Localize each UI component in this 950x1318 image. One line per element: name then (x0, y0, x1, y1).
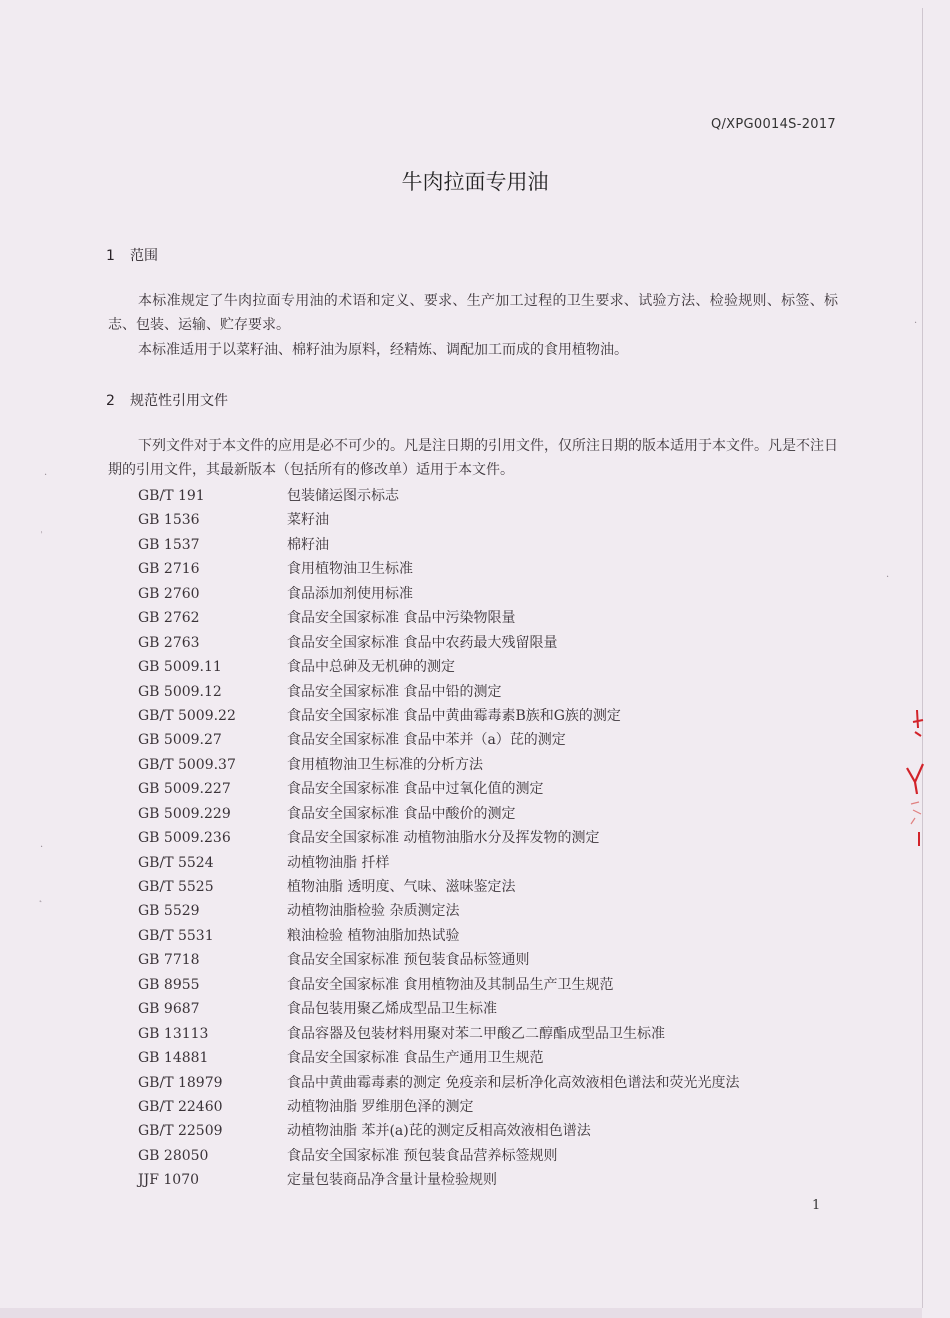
reference-title: 食品安全国家标准 食品中过氧化值的测定 (287, 781, 544, 798)
reference-item (138, 508, 838, 532)
reference-title: 粮油检验 植物油脂加热试验 (287, 927, 460, 944)
reference-code: GB 7718 (138, 952, 200, 969)
reference-code: GB/T 5531 (138, 927, 214, 944)
scan-speck: · (914, 318, 918, 329)
reference-item (138, 899, 838, 923)
reference-code: GB 1537 (138, 536, 200, 553)
reference-item (138, 924, 838, 948)
reference-item (138, 557, 838, 581)
reference-title: 食品中总砷及无机砷的测定 (287, 659, 455, 676)
section-2-title: 规范性引用文件 (130, 393, 228, 409)
reference-item (138, 1144, 838, 1168)
reference-item (138, 997, 838, 1021)
reference-code: GB 2760 (138, 585, 200, 602)
reference-item (138, 777, 838, 801)
reference-code: GB 5009.11 (138, 659, 222, 676)
red-seal-fragment (903, 706, 925, 856)
section-2-number: 2 (106, 393, 115, 409)
reference-title: 棉籽油 (287, 536, 329, 553)
section-1-number: 1 (106, 248, 115, 264)
reference-code: GB 2716 (138, 561, 200, 578)
reference-code: GB 14881 (138, 1050, 209, 1067)
reference-item (138, 728, 838, 752)
section-2-heading (106, 390, 228, 410)
scan-speck: ˛ (38, 892, 43, 903)
document-title: 牛肉拉面专用油 (401, 170, 549, 194)
section-1-paragraph-1: 本标准规定了牛肉拉面专用油的术语和定义、要求、生产加工过程的卫生要求、试验方法、检验规则、标签、标志、包装、运输、贮存要求。 (108, 293, 838, 333)
reference-code: GB 13113 (138, 1025, 209, 1042)
reference-item (138, 680, 838, 704)
reference-code: GB 8955 (138, 976, 200, 993)
reference-code: GB 5009.227 (138, 781, 231, 798)
reference-item (138, 1046, 838, 1070)
reference-item (138, 973, 838, 997)
reference-item (138, 948, 838, 972)
section-1-title: 范围 (130, 248, 158, 264)
reference-item (138, 1022, 838, 1046)
reference-code: GB/T 5009.22 (138, 707, 236, 724)
reference-title: 食品安全国家标准 食品中酸价的测定 (287, 805, 516, 822)
reference-item (138, 582, 838, 606)
reference-item (138, 802, 838, 826)
reference-title: 食品安全国家标准 动植物油脂水分及挥发物的测定 (287, 830, 600, 847)
reference-item (138, 655, 838, 679)
reference-title: 包装储运图示标志 (287, 488, 399, 504)
reference-title: 食品安全国家标准 食品生产通用卫生规范 (287, 1050, 544, 1067)
reference-code: GB 28050 (138, 1147, 209, 1164)
reference-code: GB/T 5524 (138, 854, 214, 871)
reference-title: 食品安全国家标准 食品中铅的测定 (287, 683, 502, 700)
reference-code: GB/T 5009.37 (138, 756, 236, 773)
reference-item (138, 704, 838, 728)
reference-item (138, 851, 838, 875)
reference-code: GB/T 18979 (138, 1074, 223, 1091)
reference-title: 食用植物油卫生标准 (287, 561, 413, 578)
reference-code: GB 5009.229 (138, 805, 231, 822)
reference-item (138, 631, 838, 655)
reference-code: GB/T 22509 (138, 1123, 223, 1140)
reference-title: 动植物油脂 扦样 (287, 854, 390, 871)
reference-title: 食用植物油卫生标准的分析方法 (287, 756, 483, 773)
reference-title: 食品安全国家标准 预包装食品营养标签规则 (287, 1147, 558, 1164)
reference-code: GB 2763 (138, 634, 200, 651)
reference-title: 食品容器及包装材料用聚对苯二甲酸乙二醇酯成型品卫生标准 (287, 1025, 665, 1042)
page-number: 1 (812, 1198, 821, 1213)
reference-item (138, 1119, 838, 1143)
reference-code: GB 5009.27 (138, 732, 222, 749)
reference-title: 动植物油脂 苯并(a)芘的测定反相高效液相色谱法 (287, 1123, 591, 1140)
scan-speck: ⸒ (40, 523, 44, 534)
section-1-heading (106, 245, 158, 265)
reference-title: 食品安全国家标准 食品中黄曲霉毒素B族和G族的测定 (287, 707, 621, 724)
reference-item (138, 826, 838, 850)
reference-item (138, 1168, 838, 1192)
reference-code: GB 5009.12 (138, 683, 222, 700)
reference-code: GB 5009.236 (138, 830, 231, 847)
reference-code: GB/T 191 (138, 488, 205, 504)
scan-speck: · (40, 842, 44, 853)
reference-item (138, 753, 838, 777)
scan-speck: · (886, 572, 890, 583)
reference-title: 食品包装用聚乙烯成型品卫生标准 (287, 1001, 497, 1018)
reference-item (138, 533, 838, 557)
reference-code: GB/T 22460 (138, 1098, 223, 1115)
reference-item (138, 1071, 838, 1095)
reference-code: GB 1536 (138, 512, 200, 529)
reference-title: 食品安全国家标准 食品中农药最大残留限量 (287, 634, 558, 651)
reference-title: 食品安全国家标准 食用植物油及其制品生产卫生规范 (287, 976, 614, 993)
reference-title: 植物油脂 透明度、气味、滋味鉴定法 (287, 879, 516, 895)
reference-item (138, 875, 838, 899)
section-2-intro: 下列文件对于本文件的应用是必不可少的。凡是注日期的引用文件，仅所注日期的版本适用于本文件。凡是不注日期的引用文件，其最新版本（包括所有的修改单）适用于本文件。 (108, 438, 838, 478)
reference-title: 食品添加剂使用标准 (287, 585, 413, 602)
reference-title: 动植物油脂 罗维朋色泽的测定 (287, 1098, 474, 1115)
reference-title: 动植物油脂检验 杂质测定法 (287, 903, 460, 920)
reference-code: GB 5529 (138, 903, 200, 920)
reference-title: 定量包装商品净含量计量检验规则 (287, 1172, 497, 1189)
standard-code: Q/XPG0014S-2017 (710, 117, 836, 132)
reference-title: 食品安全国家标准 食品中苯并（a）芘的测定 (287, 732, 566, 749)
reference-item (138, 606, 838, 630)
reference-title: 食品安全国家标准 食品中污染物限量 (287, 610, 516, 627)
reference-code: JJF 1070 (138, 1172, 200, 1189)
scan-edge-bottom (0, 1308, 922, 1318)
reference-title: 食品中黄曲霉毒素的测定 免疫亲和层析净化高效液相色谱法和荧光光度法 (287, 1074, 740, 1091)
reference-item (138, 1095, 838, 1119)
reference-list (138, 484, 838, 1193)
reference-code: GB 9687 (138, 1001, 200, 1018)
reference-title: 菜籽油 (287, 512, 329, 529)
scan-speck: · (44, 470, 48, 481)
reference-item (138, 484, 838, 508)
reference-title: 食品安全国家标准 预包装食品标签通则 (287, 952, 530, 969)
section-1-paragraph-2: 本标准适用于以菜籽油、棉籽油为原料，经精炼、调配加工而成的食用植物油。 (138, 342, 628, 358)
scan-edge-right (922, 8, 923, 1308)
reference-code: GB 2762 (138, 610, 200, 627)
reference-code: GB/T 5525 (138, 879, 214, 895)
